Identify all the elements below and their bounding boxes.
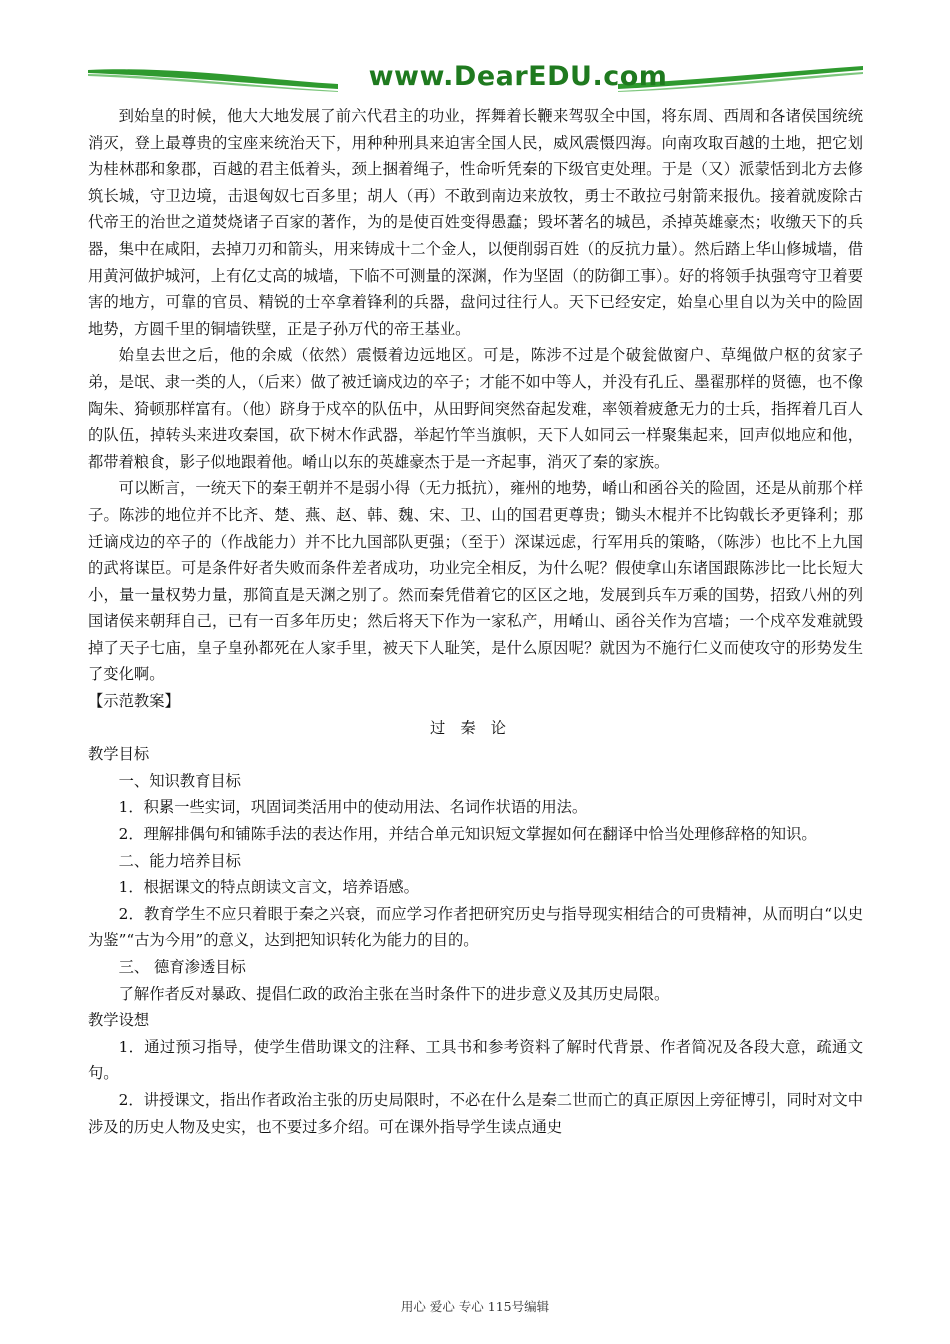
paragraph: 始皇去世之后，他的余威（依然）震慑着边远地区。可是，陈涉不过是个破瓮做窗户、草绳做户枢的贫家子弟，是氓、隶一类的人，（后来）做了被迁谪戍边的卒子；才能不如中等人，并没有孔丘、墨翟那样的贤德，也不像陶朱、猗顿那样富有。（他）跻身于戍卒的队伍中，从田野间突然奋起发难，率领着疲惫无力的士兵，指挥着几百人的队伍，掉转头来进攻秦国，砍下树木作武器，举起竹竿当旗帜，天下人如同云一样聚集起来，回声似地应和他，都带着粮食，影子似地跟着他。崤山以东的英雄豪杰于是一齐起事，消灭了秦的家族。 [88, 346, 863, 471]
paragraph: 2．教育学生不应只着眼于秦之兴衰，而应学习作者把研究历史与指导现实相结合的可贵精神，从而明白“以史为鉴”“古为今用”的意义，达到把知识转化为能力的目的。 [88, 904, 863, 950]
paragraph: 二、能力培养目标 [118, 851, 241, 870]
paragraph: 教学设想 [88, 1011, 150, 1030]
left-swoosh [88, 69, 338, 89]
paragraph: 可以断言，一统天下的秦王朝并不是弱小得（无力抵抗），雍州的地势，崤山和函谷关的险固，还是从前那个样子。陈涉的地位并不比齐、楚、燕、赵、韩、魏、宋、卫、山的国君更尊贵；锄头木棍并不比钩戟长矛更锋利；那迁谪戍边的卒子的（作战能力）并不比九国部队更强；（至于）深谋远虑，行军用兵的策略，（陈涉）也比不上九国的武将谋臣。可是条件好者失败而条件差者成功，功业完全相反，为什么呢？假使拿山东诸国跟陈涉比一比长短大小，量一量权势力量，那简直是天渊之别了。然而秦凭借着它的区区之地，发展到兵车万乘的国势，招致八州的列国诸侯来朝拜自己，已有一百多年历史；然后将天下作为一家私产，用崤山、函谷关作为宫墙；一个戍卒发难就毁掉了天子七庙，皇子皇孙都死在人家手里，被天下人耻笑，是什么原因呢？就因为不施行仁义而使攻守的形势发生了变化啊。 [88, 479, 863, 684]
paragraph: 到始皇的时候，他大大地发展了前六代君主的功业，挥舞着长鞭来驾驭全中国，将东周、西周和各诸侯国统统消灭，登上最尊贵的宝座来统治天下，用种种刑具来迫害全国人民，威风震慑四海。向南攻取百越的土地，把它划为桂林郡和象郡，百越的君主低着头，颈上捆着绳子，性命听凭秦的下级官吏处理。于是（又）派蒙恬到北方去修筑长城，守卫边境，击退匈奴七百多里；胡人（再）不敢到南边来放牧，勇士不敢拉弓射箭来报仇。接着就废除古代帝王的治世之道焚烧诸子百家的著作，为的是使百姓变得愚蠢；毁坏著名的城邑，杀掉英雄豪杰；收缴天下的兵器，集中在咸阳，去掉刀刃和箭头，用来铸成十二个金人，以便削弱百姓（的反抗力量）。然后踏上华山修城墙，借用黄河做护城河，上有亿丈高的城墙，下临不可测量的深渊，作为坚固（的防御工事）。好的将领手执强弯守卫着要害的地方，可靠的官员、精锐的士卒拿着锋利的兵器，盘问过往行人。天下已经安定，始皇心里自以为关中的险固地势，方圆千里的铜墙铁壁，正是子孙万代的帝王基业。 [88, 107, 863, 338]
paragraph: 2．理解排偶句和铺陈手法的表达作用，并结合单元知识短文掌握如何在翻译中恰当处理修辞格的知识。 [118, 825, 817, 844]
page-footer: 用心 爱心 专心 115号编辑 [400, 1299, 550, 1314]
paragraph: 【示范教案】 [88, 692, 180, 711]
site-header [88, 56, 863, 98]
site-logo: www.DearEDU.com [368, 61, 668, 92]
paragraph: 1．积累一些实词，巩固词类活用中的使动用法、名词作状语的用法。 [118, 798, 588, 817]
document-body [88, 103, 863, 1140]
paragraph: 2．讲授课文，指出作者政治主张的历史局限时，不必在什么是秦二世而亡的真正原因上旁征博引，同时对文中涉及的历史人物及史实，也不要过多介绍。可在课外指导学生读点通史 [88, 1090, 863, 1136]
section-title: 过秦论 [430, 718, 521, 737]
paragraph: 一、知识教育目标 [118, 771, 241, 790]
paragraph: 教学目标 [88, 745, 150, 764]
paragraph: 三、 德育渗透目标 [118, 958, 246, 976]
paragraph: 1．根据课文的特点朗读文言文，培养语感。 [118, 878, 419, 897]
paragraph: 1．通过预习指导，使学生借助课文的注释、工具书和参考资料了解时代背景、作者简况及各段大意，疏通文句。 [88, 1037, 863, 1083]
paragraph: 了解作者反对暴政、提倡仁政的政治主张在当时条件下的进步意义及其历史局限。 [118, 984, 670, 1003]
